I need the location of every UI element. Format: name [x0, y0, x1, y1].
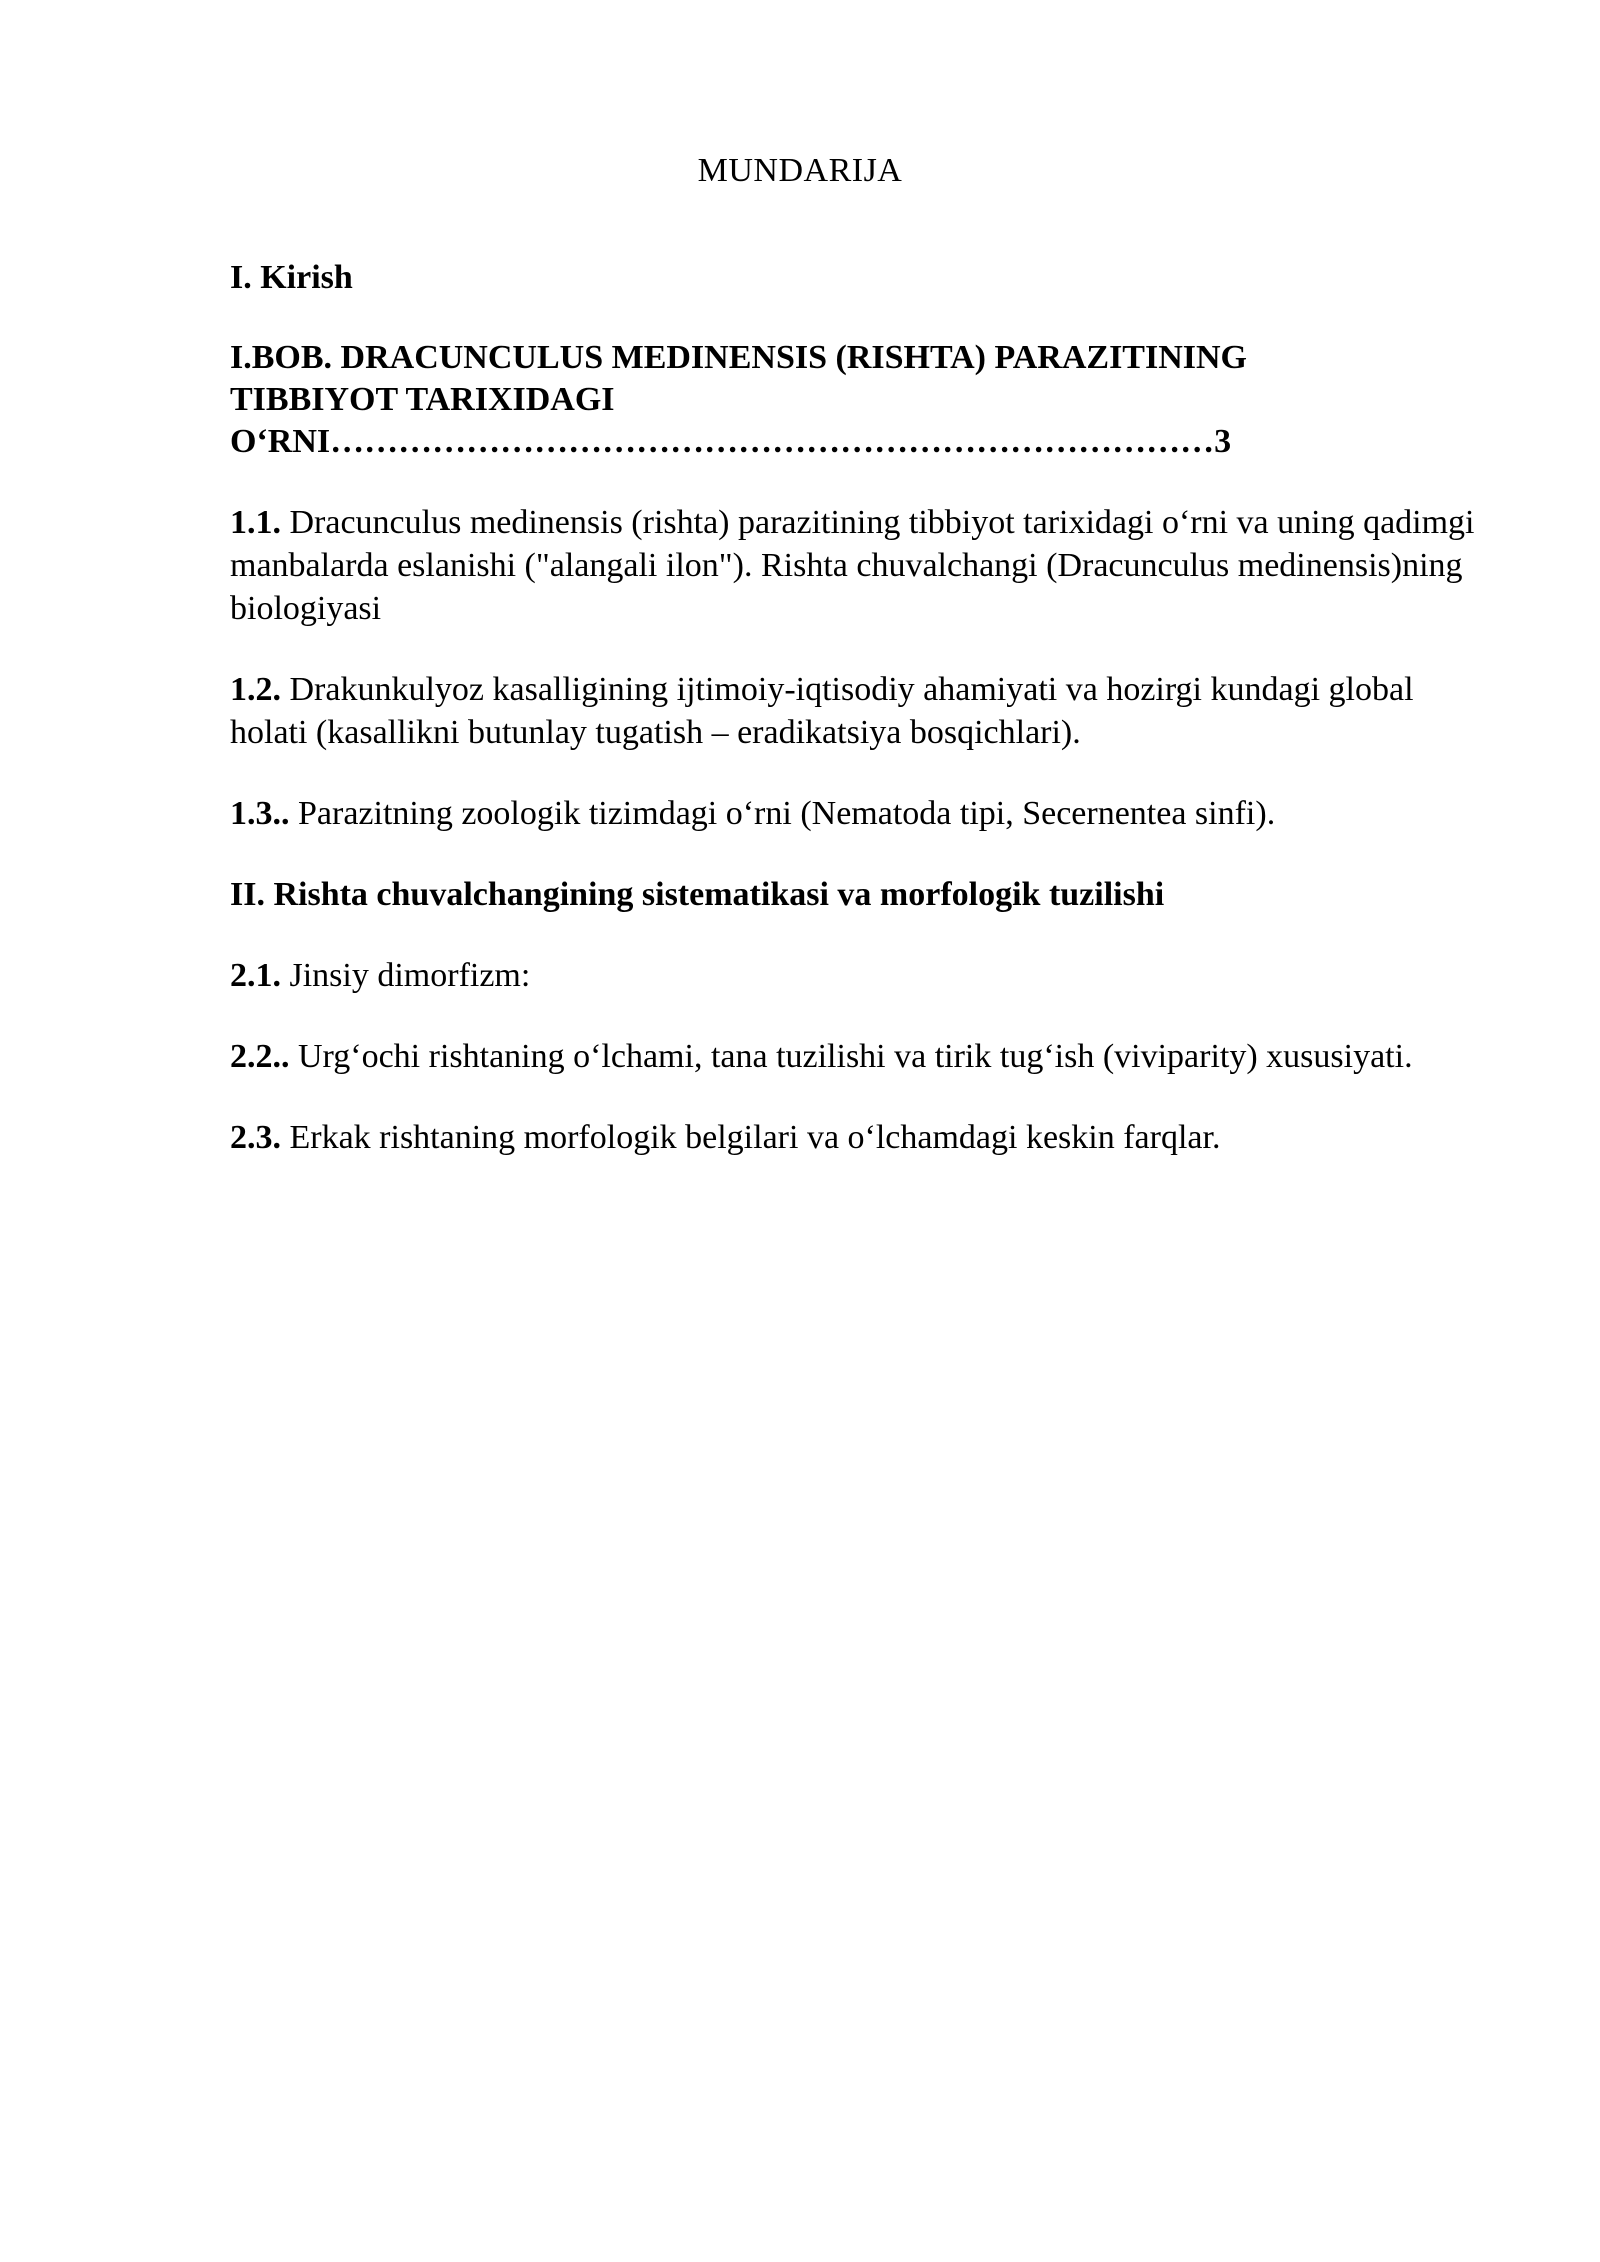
toc-item-2-2	[230, 1035, 1490, 1078]
toc-item-text: Erkak rishtaning morfologik belgilari va o‘lchamdagi keskin farqlar.	[281, 1119, 1221, 1156]
toc-item-number: 2.2..	[230, 1038, 290, 1075]
toc-heading-line: O‘RNI……………………………………………………………………3	[230, 423, 1232, 460]
toc-item-text: Urg‘ochi rishtaning o‘lchami, tana tuzilishi va tirik tug‘ish (viviparity) xususiyati.	[289, 1038, 1413, 1075]
toc-heading-chapter-1	[230, 337, 1490, 463]
toc-item-number: 1.3..	[230, 795, 290, 832]
toc-heading-kirish: I. Kirish	[230, 259, 353, 296]
toc-item-1-2	[230, 668, 1490, 754]
toc-item-number: 2.1.	[230, 957, 281, 994]
toc-item-text: Drakunkulyoz kasalligining ijtimoiy-iqtisodiy ahamiyati va hozirgi kundagi global holati (kasallikni butunlay tugatish – eradikatsiya bosqichlari).	[230, 671, 1414, 751]
toc-heading-line: I.BOB. DRACUNCULUS MEDINENSIS (RISHTA) PARAZITINING	[230, 339, 1247, 376]
table-of-contents	[230, 256, 1490, 1197]
toc-item-number: 1.1.	[230, 504, 281, 541]
toc-item-text: Dracunculus medinensis (rishta) parazitining tibbiyot tarixidagi o‘rni va uning qadimgi manbalarda eslanishi ("alangali ilon"). Rishta chuvalchangi (Dracunculus medinensis)ning biologiyasi	[230, 504, 1475, 627]
toc-heading-line: TIBBIYOT TARIXIDAGI	[230, 381, 615, 418]
toc-item-number: 2.3.	[230, 1119, 281, 1156]
toc-item-1-1	[230, 501, 1490, 630]
page-title: MUNDARIJA	[697, 152, 903, 189]
toc-item-text: Parazitning zoologik tizimdagi o‘rni (Nematoda tipi, Secernentea sinfi).	[289, 795, 1276, 832]
toc-item-1-3	[230, 792, 1490, 835]
toc-item-2-3	[230, 1116, 1490, 1159]
toc-item-2-1	[230, 954, 1490, 997]
toc-item-number: 1.2.	[230, 671, 281, 708]
toc-item-text: Jinsiy dimorfizm:	[281, 957, 531, 994]
toc-heading-chapter-2: II. Rishta chuvalchangining sistematikasi va morfologik tuzilishi	[230, 876, 1165, 913]
